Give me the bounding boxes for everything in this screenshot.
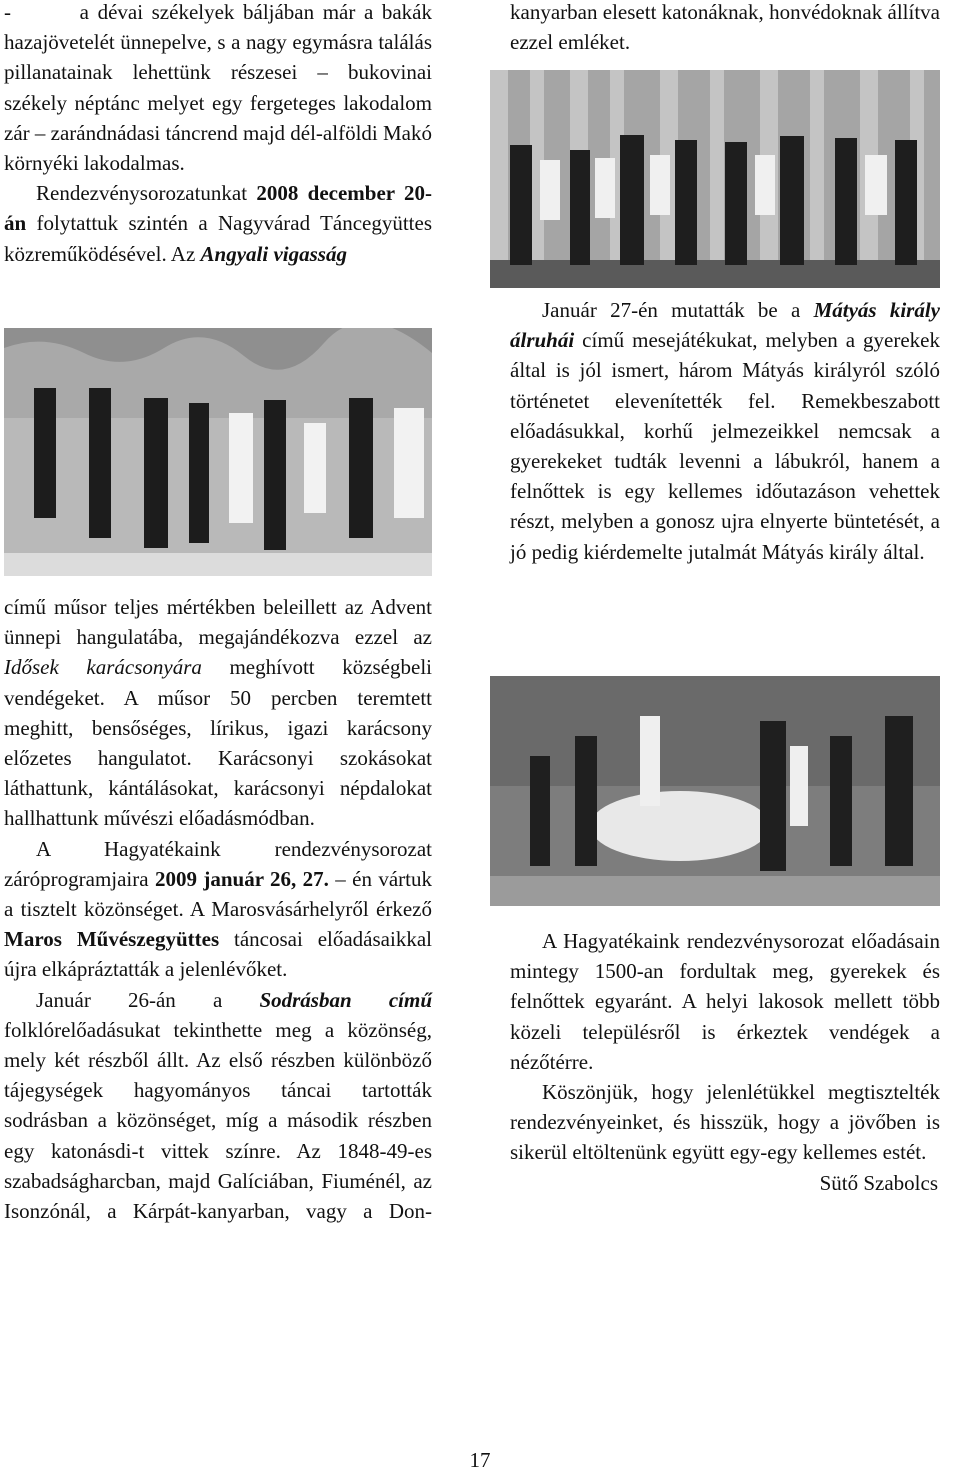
right-paragraph-2: Január 27-én mutatták be a Mátyás király álruhái című mesejátékukat, melyben a gyerekek által is jól ismert, három Mátyás királyról szóló történetet elevenítették fel. Remekbeszabott előadásukkal, korhű jelmezeikkel nemcsak a gyerekeket tudták levenni a lábukról, hanem a felnőttek is egy kellemes időutazáson vehettek részt, melyben a gonosz ujra elnyerte büntetését, a jó pedig kiérdemelte jutalmát Mátyás király által. [510, 298, 940, 564]
left-column-continued [4, 592, 432, 1226]
left-paragraph-2: Rendezvénysorozatunkat 2008 december 20-án folytattuk szintén a Nagyvárad Táncegyüttes közreműködésével. Az Angyali vigasság [4, 181, 432, 266]
show-title-matyas: Mátyás király álruhái [510, 298, 940, 353]
left-paragraph-5: Január 26-án a Sodrásban című folklórelőadásukat tekinthette meg a közönség, mely két részből állt. Az első részben különböző tájegységek hagyományos táncai tartották sodrásban a közönséget, míg a második részben egy katonásdi-t vittek színre. Az 1848-49-es szabadságharcban, majd Galíciában, Fiuménél, az Isonzónál, a Kárpát-kanyarban, vagy a Don- [4, 987, 432, 1224]
right-paragraph-4: Köszönjük, hogy jelenlétükkel megtisztelték rendezvényeinket, és hisszük, hogy a jövőben is sikerül eltöltenünk együtt egy-egy kellemes estét. [510, 1080, 940, 1165]
left-paragraph-3: című műsor teljes mértékben beleillett az Advent ünnepi hangulatába, megajándékozva ezzel az Idősek karácsonyára meghívott községbeli vendégeket. A műsor 50 percben teremtett meghitt, bensőséges, lírikus, igazi karácsony előzetes hangulatot. Karácsonyi szokásokat láthattunk, kántálásokat, karácsonyi népdalokat hallhattunk művészi előadásmódban. [4, 595, 432, 831]
page-number: 17 [469, 1448, 491, 1472]
right-column-middle [510, 295, 940, 567]
right-paragraph-3: A Hagyatékaink rendezvénysorozat előadásain mintegy 1500-an fordultak meg, gyerekek és felnőttek egyaránt. A helyi lakosok mellett több közeli településről is érkeztek vendégek a nézőtérre. [510, 929, 940, 1074]
date-2009: 2009 január 26, 27. [154, 866, 329, 891]
left-column [4, 0, 432, 269]
right-paragraph-1: kanyarban elesett katonáknak, honvédoknak állítva ezzel emléket. [510, 0, 940, 55]
date-2008: 2008 december 20-án [4, 181, 432, 236]
photo-dancers-group [490, 70, 940, 288]
right-column [510, 0, 940, 57]
author-signature: Sütő Szabolcs [819, 1170, 938, 1195]
left-paragraph-4: A Hagyatékaink rendezvénysorozat záróprogramjaira 2009 január 26, 27. – én vártuk a tisztelt közönséget. A Marosvásárhelyről érkező Maros Művészegyüttes táncosai előadásaikkal újra elkápráztatták a jelenlévőket. [4, 836, 432, 982]
event-title-idosek: Idősek karácsonyára [4, 655, 202, 680]
show-title-angyali: Angyali vigasság [200, 241, 347, 266]
photo-angyali-vigassag [4, 328, 432, 576]
right-column-bottom [510, 926, 940, 1198]
photo-matyas-kiraly-performance [490, 676, 940, 906]
ensemble-name: Maros Művészegyüttes [4, 927, 220, 952]
show-title-sodrasban: Sodrásban című [259, 987, 432, 1012]
left-paragraph-1: - a dévai székelyek báljában már a bakák hazajövetelét ünnepelve, s a nagy egymásra találás pillanatainak lehettünk részesei – bukovinai székely néptánc melyet egy fergeteges lakodalom zár – zarándnádasi táncrend majd dél-alföldi Makó környéki lakodalmas. [4, 0, 432, 176]
